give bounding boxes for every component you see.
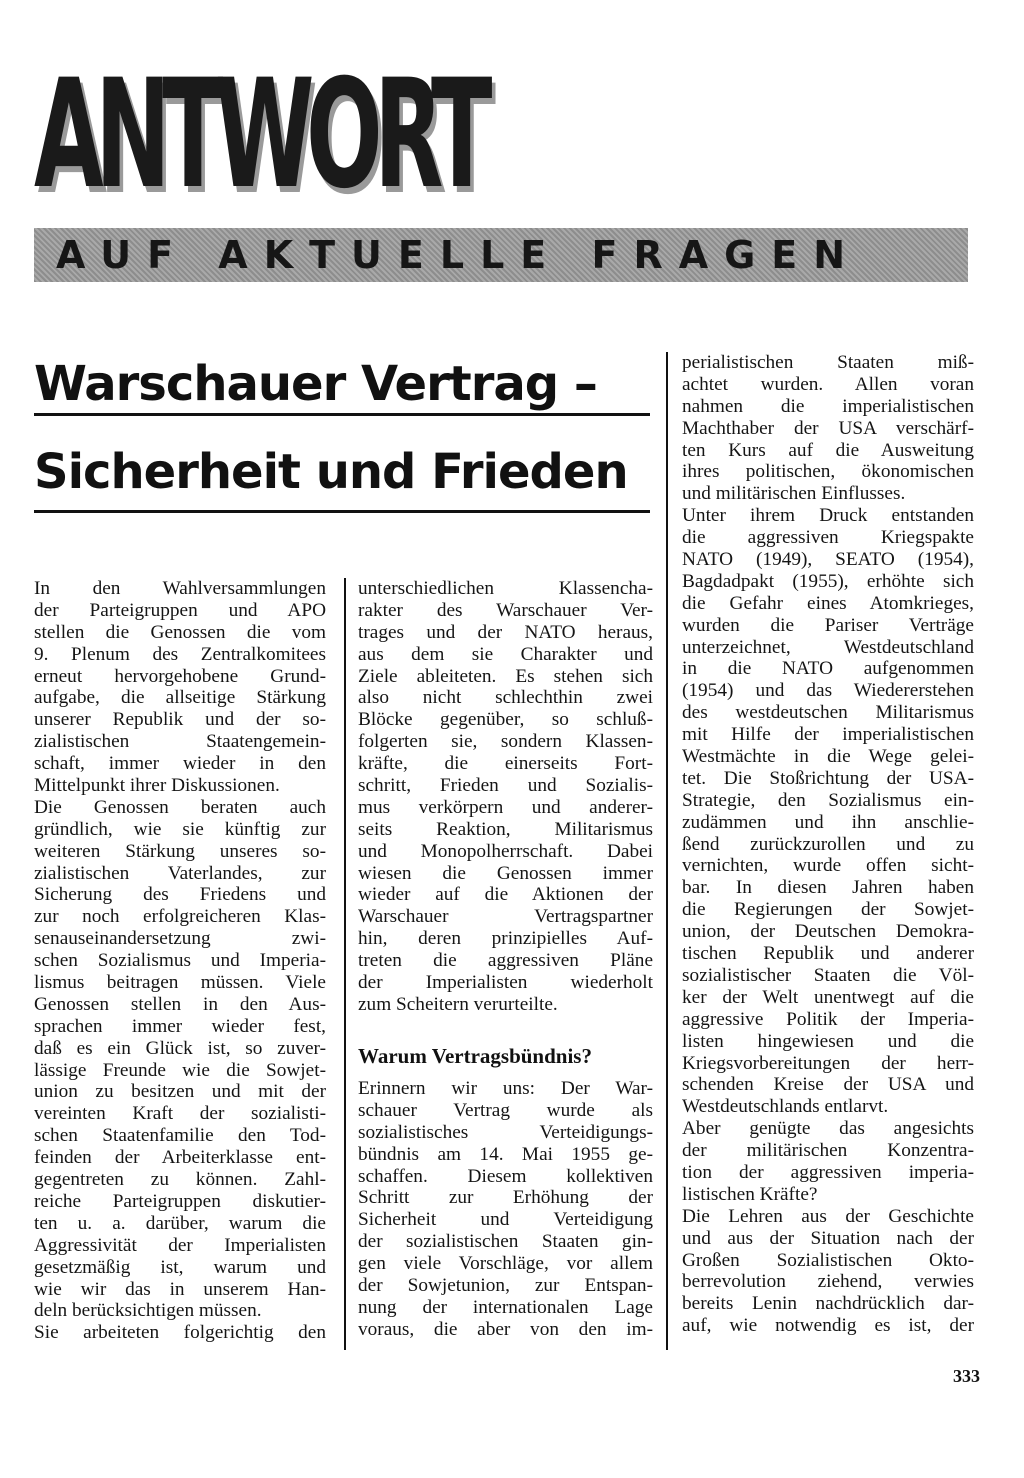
column-divider-1 <box>344 578 346 1350</box>
text-line: wieder auf die Aktionen der <box>358 884 653 906</box>
text-line: senauseinandersetzung zwi- <box>34 928 326 950</box>
masthead-title: ANTWORT <box>34 48 485 222</box>
text-line: der Sowjetunion, zur Entspan- <box>358 1275 653 1297</box>
text-line: mit Hilfe der imperialistischen <box>682 724 974 746</box>
text-line: aus dem sie Charakter und <box>358 643 653 665</box>
text-line: ker der Welt unentwegt auf die <box>682 986 974 1008</box>
text-line: schaft, immer wieder in den <box>34 753 326 775</box>
text-line: tet. Die Stoßrichtung der USA- <box>682 767 974 789</box>
text-line: feinden der Arbeiterklasse ent- <box>34 1147 326 1169</box>
text-line: sozialistisches Verteidigungs- <box>358 1121 653 1143</box>
text-line: ihres politischen, ökonomischen <box>682 461 974 483</box>
text-line: die aggressiven Kriegspakte <box>682 527 974 549</box>
text-line: ßend zurückzurollen und zu <box>682 833 974 855</box>
text-line: tischen Republik und anderer <box>682 943 974 965</box>
text-line: gen viele Vorschläge, vor allem <box>358 1253 653 1275</box>
text-line: bereits Lenin nachdrücklich dar- <box>682 1293 974 1315</box>
text-line: und aus der Situation nach der <box>682 1227 974 1249</box>
masthead-subtitle: AUF AKTUELLE FRAGEN <box>56 233 862 277</box>
text-line: also nicht schlechthin zwei <box>358 687 653 709</box>
text-line: sozialistischer Staaten die Völ- <box>682 964 974 986</box>
text-line: listischen Kräfte? <box>682 1183 818 1205</box>
text-line: Kriegsvorbereitungen der herr- <box>682 1052 974 1074</box>
text-column-1 <box>34 578 326 1344</box>
text-line: tion der aggressiven imperia- <box>682 1161 974 1183</box>
text-line: weiteren Stärkung unseres so- <box>34 840 326 862</box>
text-line: der Imperialisten wiederholt <box>358 972 653 994</box>
text-line: und Monopolherrschaft. Dabei <box>358 840 653 862</box>
text-line: vereinten Kraft der sozialisti- <box>34 1103 326 1125</box>
text-line: Warschauer Vertragspartner <box>358 906 653 928</box>
text-line: gegentreten zu können. Zahl- <box>34 1169 326 1191</box>
text-column-3 <box>682 352 974 1337</box>
text-line: Mittelpunkt ihrer Diskussionen. <box>34 775 280 797</box>
text-line: Sicherung des Friedens und <box>34 884 326 906</box>
text-line: wurden die Pariser Verträge <box>682 614 974 636</box>
text-line: listen hingewiesen und die <box>682 1030 974 1052</box>
text-line: NATO (1949), SEATO (1954), <box>682 549 974 571</box>
text-line: (1954) und das Wiedererstehen <box>682 680 974 702</box>
page-number: 333 <box>953 1366 980 1386</box>
text-line: vernichten, wurde offen sicht- <box>682 855 974 877</box>
text-line: deln berücksichtigen müssen. <box>34 1300 262 1322</box>
text-line: schauer Vertrag wurde als <box>358 1099 653 1121</box>
text-line: der militärischen Konzentra- <box>682 1140 974 1162</box>
section-subheading: Warum Vertragsbündnis? <box>358 1044 592 1068</box>
text-line: nung der internationalen Lage <box>358 1296 653 1318</box>
text-line: des westdeutschen Militarismus <box>682 702 974 724</box>
text-line: rakter des Warschauer Ver- <box>358 599 653 621</box>
text-line: aggressive Politik der Imperia- <box>682 1008 974 1030</box>
text-line: zialistischen Vaterlandes, zur <box>34 862 326 884</box>
text-line: Die Lehren aus der Geschichte <box>682 1205 974 1227</box>
text-line: trages und der NATO heraus, <box>358 621 653 643</box>
text-line: lismus beitragen müssen. Viele <box>34 972 326 994</box>
text-line: auf, wie notwendig es ist, der <box>682 1315 974 1337</box>
headline-rule-2 <box>34 510 650 513</box>
text-line: lässige Freunde wie die Sowjet- <box>34 1059 326 1081</box>
text-line: nahmen die imperialistischen <box>682 395 974 417</box>
text-line: treten die aggressiven Pläne <box>358 950 653 972</box>
text-line: der sozialistischen Staaten gin- <box>358 1231 653 1253</box>
text-line: Blöcke gegenüber, so schluß- <box>358 709 653 731</box>
text-line: Bagdadpakt (1955), erhöhte sich <box>682 570 974 592</box>
text-line: ten u. a. darüber, warum die <box>34 1212 326 1234</box>
text-line: und militärischen Einflusses. <box>682 483 906 505</box>
text-line: erneut hervorgehobene Grund- <box>34 665 326 687</box>
text-line: unterzeichnet, Westdeutschland <box>682 636 974 658</box>
text-line: kräfte, die einerseits Fort- <box>358 753 653 775</box>
text-line: Ziele ableiteten. Es stehen sich <box>358 665 653 687</box>
text-line: die Regierungen der Sowjet- <box>682 899 974 921</box>
text-line: in die NATO aufgenommen <box>682 658 974 680</box>
text-line: 9. Plenum des Zentralkomitees <box>34 643 326 665</box>
text-line: schen Staatenfamilie den Tod- <box>34 1125 326 1147</box>
text-line: Großen Sozialistischen Okto- <box>682 1249 974 1271</box>
text-line: schen Sozialismus und Imperia- <box>34 950 326 972</box>
text-line: Schritt zur Erhöhung der <box>358 1187 653 1209</box>
headline-rule-1 <box>34 413 650 416</box>
text-line: unserer Republik und der so- <box>34 709 326 731</box>
headline-line-2: Sicherheit und Frieden <box>34 444 628 500</box>
headline-line-1: Warschauer Vertrag – <box>34 356 597 412</box>
text-line: Westdeutschlands entlarvt. <box>682 1096 889 1118</box>
text-line: gründlich, wie sie künftig zur <box>34 818 326 840</box>
text-line: voraus, die aber von den im- <box>358 1318 653 1340</box>
text-line: wie wir das in unserem Han- <box>34 1278 326 1300</box>
text-line: zialistischen Staatengemein- <box>34 731 326 753</box>
text-line: achtet wurden. Allen voran <box>682 373 974 395</box>
text-line: seits Reaktion, Militarismus <box>358 818 653 840</box>
text-line: daß es ein Glück ist, so zuver- <box>34 1037 326 1059</box>
text-line: Strategie, den Sozialismus ein- <box>682 789 974 811</box>
text-line: mus verkörpern und anderer- <box>358 796 653 818</box>
text-line: wiesen die Genossen immer <box>358 862 653 884</box>
text-column-2-continued <box>358 1078 653 1341</box>
text-line: Die Genossen beraten auch <box>34 796 326 818</box>
text-line: Aggressivität der Imperialisten <box>34 1234 326 1256</box>
text-line: In den Wahlversammlungen <box>34 578 326 599</box>
text-column-2 <box>358 578 653 1016</box>
text-line: Aber genügte das angesichts <box>682 1118 974 1140</box>
text-line: Sicherheit und Verteidigung <box>358 1209 653 1231</box>
text-line: stellen die Genossen die vom <box>34 621 326 643</box>
text-line: unterschiedlichen Klassencha- <box>358 578 653 599</box>
text-line: sprachen immer wieder fest, <box>34 1015 326 1037</box>
text-line: zudämmen und ihn anschlie- <box>682 811 974 833</box>
text-line: gesetzmäßig ist, warum und <box>34 1256 326 1278</box>
text-line: aufgabe, die allseitige Stärkung <box>34 687 326 709</box>
text-line: union zu besitzen und mit der <box>34 1081 326 1103</box>
column-divider-2 <box>666 352 668 1350</box>
text-line: die Gefahr eines Atomkrieges, <box>682 592 974 614</box>
text-line: folgerten sie, sondern Klassen- <box>358 731 653 753</box>
text-line: Sie arbeiteten folgerichtig den <box>34 1322 326 1344</box>
text-line: berrevolution ziehend, verwies <box>682 1271 974 1293</box>
text-line: schaffen. Diesem kollektiven <box>358 1165 653 1187</box>
masthead-subtitle-bar <box>34 228 968 282</box>
text-line: Westmächte in die Wege gelei- <box>682 746 974 768</box>
text-line: ten Kurs auf die Ausweitung <box>682 439 974 461</box>
masthead <box>34 48 500 222</box>
text-line: Erinnern wir uns: Der War- <box>358 1078 653 1099</box>
text-line: hin, deren prinzipielles Auf- <box>358 928 653 950</box>
text-line: Machthaber der USA verschärf- <box>682 417 974 439</box>
text-line: bar. In diesen Jahren haben <box>682 877 974 899</box>
text-line: schenden Kreise der USA und <box>682 1074 974 1096</box>
text-line: bündnis am 14. Mai 1955 ge- <box>358 1143 653 1165</box>
text-line: perialistischen Staaten miß- <box>682 352 974 373</box>
text-line: reiche Parteigruppen diskutier- <box>34 1190 326 1212</box>
text-line: zum Scheitern verurteilte. <box>358 993 558 1015</box>
text-line: schritt, Frieden und Sozialis- <box>358 775 653 797</box>
text-line: union, der Deutschen Demokra- <box>682 921 974 943</box>
text-line: zur noch erfolgreicheren Klas- <box>34 906 326 928</box>
text-line: Genossen stellen in den Aus- <box>34 993 326 1015</box>
text-line: Unter ihrem Druck entstanden <box>682 505 974 527</box>
text-line: der Parteigruppen und APO <box>34 599 326 621</box>
